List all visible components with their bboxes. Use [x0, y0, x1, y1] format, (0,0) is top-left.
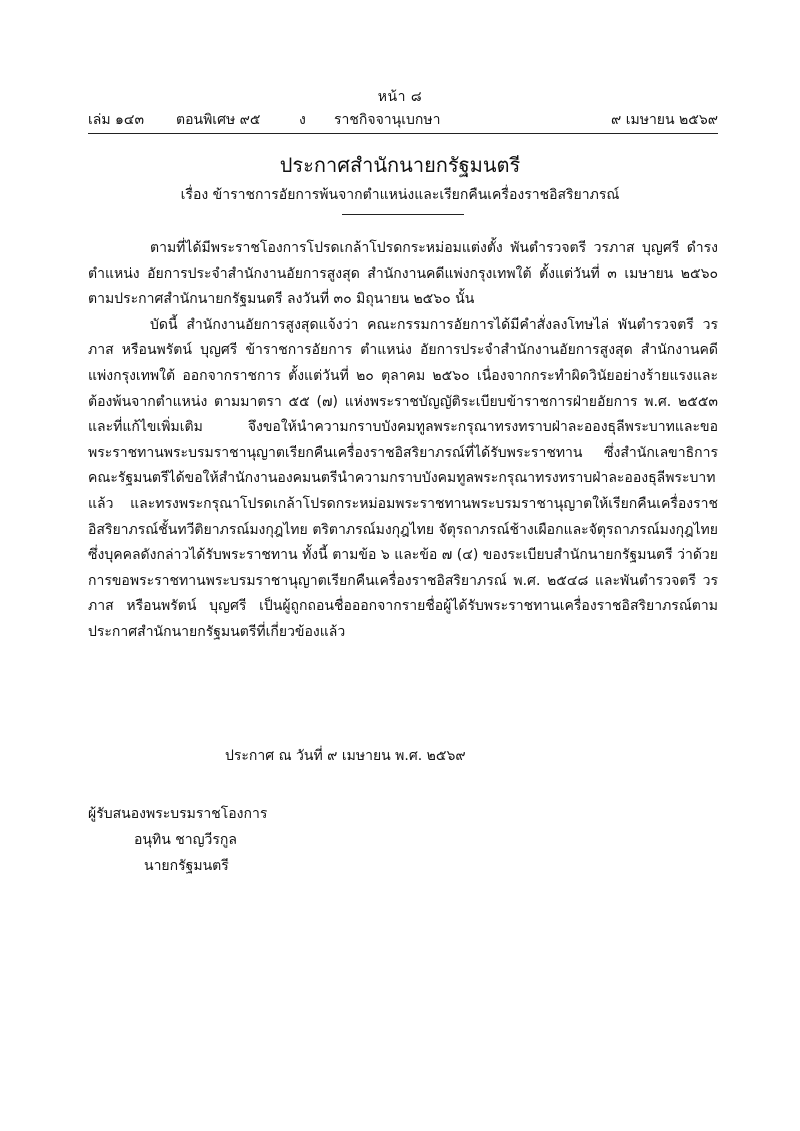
volume-label: เล่ม ๑๔๓ — [88, 112, 145, 128]
proclamation-date: ประกาศ ณ วันที่ ๙ เมษายน พ.ศ. ๒๕๖๙ — [225, 748, 466, 764]
signatory-name: อนุทิน ชาญวีรกูล — [134, 832, 237, 848]
gazette-name: ราชกิจจานุเบกษา — [334, 112, 441, 128]
announcement-subject: เรื่อง ข้าราชการอัยการพ้นจากตำแหน่งและเรียกคืนเครื่องราชอิสริยาภรณ์ — [180, 187, 620, 203]
issue-label: ตอนพิเศษ ๙๕ — [176, 112, 261, 128]
body-paragraph-2: บัดนี้ สำนักงานอัยการสูงสุดแจ้งว่า คณะกรรมการอัยการได้มีคำสั่งลงโทษไล่ พันตำรวจตรี วรภาส หรือนพรัตน์ บุญศรี ข้าราชการอัยการ ตำแหน่ง อัยการประจำสำนักงานอัยการสูงสุด สำนักงานคดีแพ่งกรุงเทพใต้ ออกจากราชการ ตั้งแต่วันที่ ๒๐ ตุลาคม ๒๕๖๐ เนื่องจากกระทำผิดวินัยอย่างร้ายแรงและต้องพ้นจากตำแหน่ง ตามมาตรา ๕๕ (๗) แห่งพระราชบัญญัติระเบียบข้าราชการฝ่ายอัยการ พ.ศ. ๒๕๕๓ และที่แก้ไขเพิ่มเติม จึงขอให้นำความกราบบังคมทูลพระกรุณาทรงทราบฝ่าละอองธุลีพระบาทและขอพระราชทานพระบรมราชานุญาตเรียกคืนเครื่องราชอิสริยาภรณ์ที่ได้รับพระราชทาน ซึ่งสำนักเลขาธิการคณะรัฐมนตรีได้ขอให้สำนักงานองคมนตรีนำความกราบบังคมทูลพระกรุณาทรงทราบฝ่าละอองธุลีพระบาทแล้ว และทรงพระกรุณาโปรดเกล้าโปรดกระหม่อมพระราชทานพระบรมราชานุญาตให้เรียกคืนเครื่องราชอิสริยาภรณ์ชั้นทวีติยาภรณ์มงกุฎไทย ตริตาภรณ์มงกุฎไทย จัตุรถาภรณ์ช้างเผือกและจัตุรถาภรณ์มงกุฎไทย ซึ่งบุคคลดังกล่าวได้รับพระราชทาน ทั้งนี้ ตามข้อ ๖ และข้อ ๗ (๔) ของระเบียบสำนักนายกรัฐมนตรี ว่าด้วยการขอพระราชทานพระบรมราชานุญาตเรียกคืนเครื่องราชอิสริยาภรณ์ พ.ศ. ๒๕๔๘ และพันตำรวจตรี วรภาส หรือนพรัตน์ บุญศรี เป็นผู้ถูกถอนชื่อออกจากรายชื่อผู้ได้รับพระราชทานเครื่องราชอิสริยาภรณ์ตามประกาศสำนักนายกรัฐมนตรีที่เกี่ยวข้องแล้ว — [88, 316, 718, 640]
announcement-body — [88, 236, 718, 646]
section-label: ง — [299, 112, 306, 128]
title-divider — [342, 214, 464, 215]
body-paragraph-1: ตามที่ได้มีพระราชโองการโปรดเกล้าโปรดกระหม่อมแต่งตั้ง พันตำรวจตรี วรภาส บุญศรี ดำรงตำแหน่ง อัยการประจำสำนักงานอัยการสูงสุด สำนักงานคดีแพ่งกรุงเทพใต้ ตั้งแต่วันที่ ๓ เมษายน ๒๕๖๐ ตามประกาศสำนักนายกรัฐมนตรี ลงวันที่ ๓๐ มิถุนายน ๒๕๖๐ นั้น — [88, 240, 718, 308]
signatory-title: นายกรัฐมนตรี — [144, 858, 229, 874]
countersignature-block — [88, 801, 267, 879]
gazette-header — [88, 109, 718, 131]
announcement-title: ประกาศสำนักนายกรัฐมนตรี — [279, 153, 521, 177]
publication-date: ๙ เมษายน ๒๕๖๙ — [611, 112, 718, 128]
page-number: หน้า ๘ — [377, 89, 423, 105]
countersign-role: ผู้รับสนองพระบรมราชโองการ — [88, 806, 268, 822]
header-divider — [88, 133, 718, 134]
